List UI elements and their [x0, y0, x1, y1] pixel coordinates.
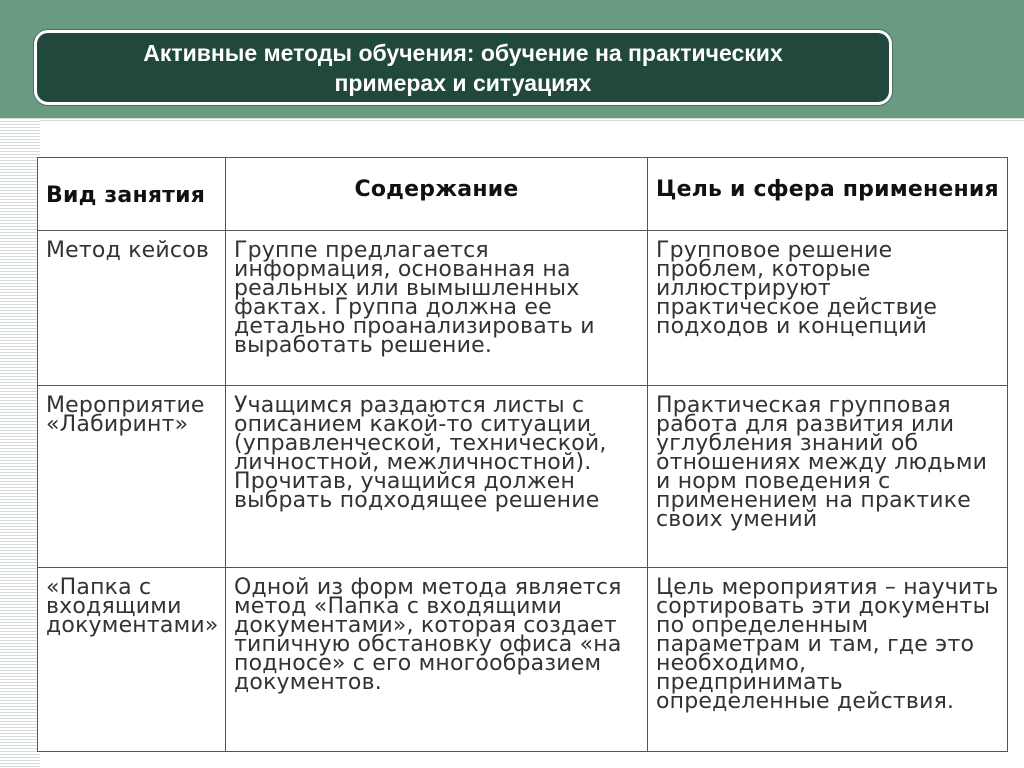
row-goal: Цель мероприятия – научить сортировать эти документы по определенным параметрам и там, где это необходимо, предпринимать определенные действия. — [648, 568, 1008, 752]
slide-title — [34, 30, 892, 105]
slide-title-line1: Активные методы обучения: обучение на практических — [143, 39, 783, 66]
table-row — [38, 386, 1008, 568]
row-type: «Папка с входящими документами» — [38, 568, 226, 752]
row-content: Одной из форм метода является метод «Папка с входящими документами», которая создает типичную обстановку офиса «на подносе» с его многообразием документов. — [226, 568, 648, 752]
table-row — [38, 568, 1008, 752]
table-row — [38, 231, 1008, 386]
row-type: Мероприятие «Лабиринт» — [38, 386, 226, 568]
row-type: Метод кейсов — [38, 231, 226, 386]
row-goal: Групповое решение проблем, которые иллюстрируют практическое действие подходов и концепций — [648, 231, 1008, 386]
table-header-row — [38, 158, 1008, 231]
header-type: Вид занятия — [38, 158, 226, 231]
row-content: Учащимся раздаются листы с описанием какой-то ситуации (управленческой, технической, личностной, межличностной). Прочитав, учащийся должен выбрать подходящее решение — [226, 386, 648, 568]
row-content: Группе предлагается информация, основанная на реальных или вымышленных фактах. Группа должна ее детально проанализировать и выработать решение. — [226, 231, 648, 386]
row-goal: Практическая групповая работа для развития или углубления знаний об отношениях между людьми и норм поведения с применением на практике своих умений — [648, 386, 1008, 568]
left-decor-stripe — [0, 118, 40, 768]
slide-title-line2: примерах и ситуациях — [334, 69, 592, 96]
methods-table — [37, 157, 1008, 752]
header-goal: Цель и сфера применения — [648, 158, 1008, 231]
header-content: Содержание — [226, 158, 648, 231]
header-divider — [0, 118, 1024, 122]
